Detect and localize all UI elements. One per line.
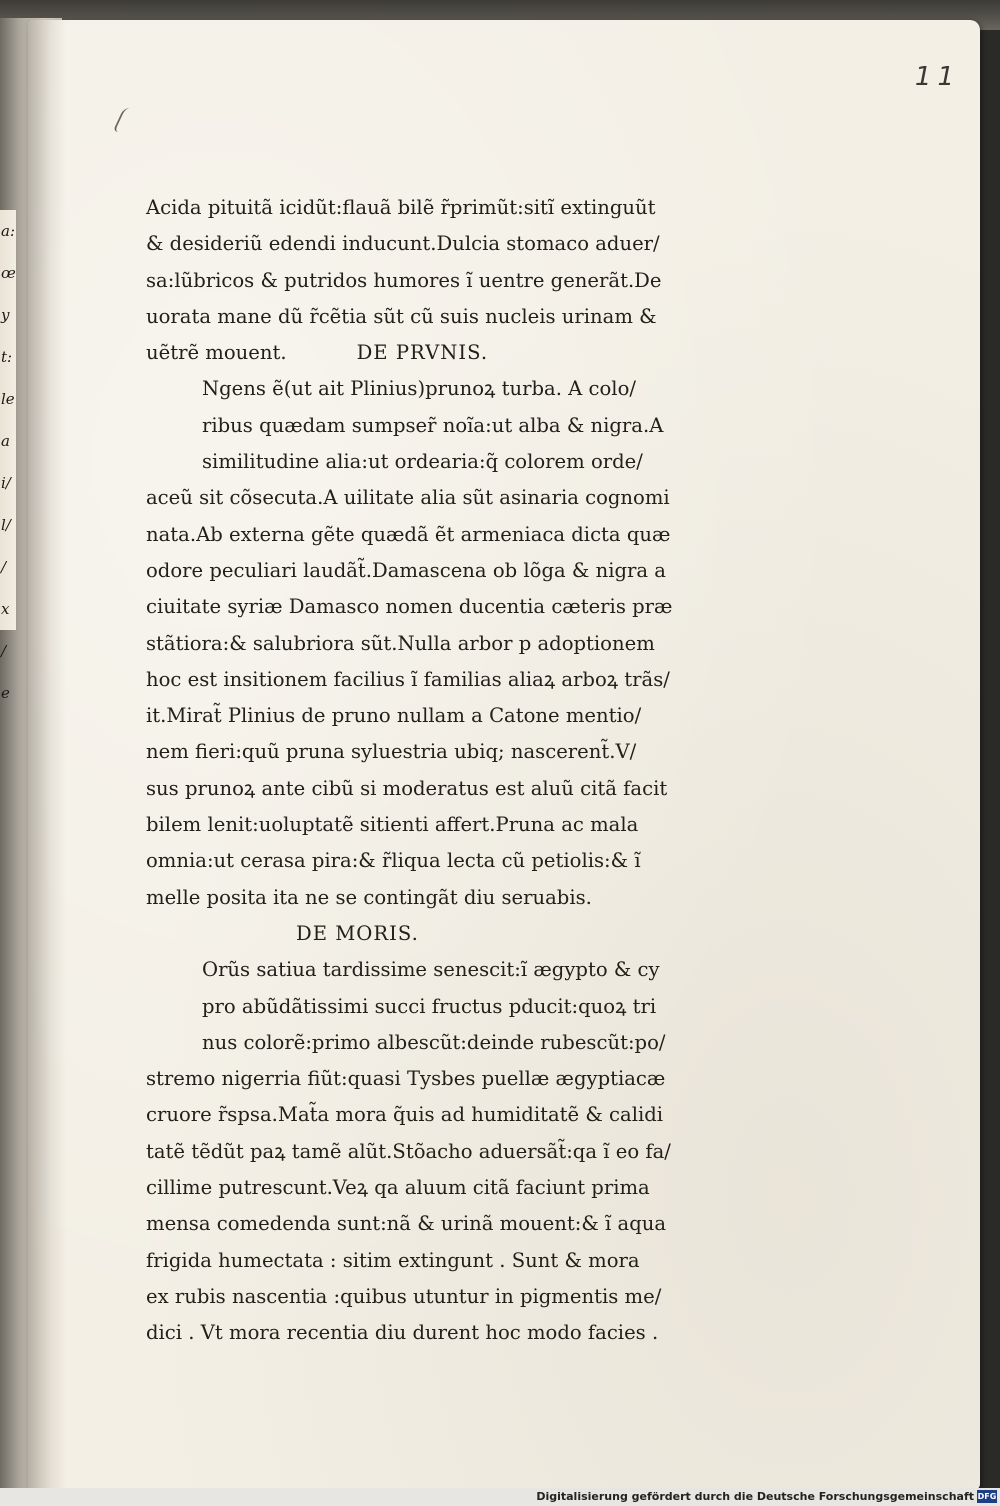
margin-fragment: l/ [1,516,11,534]
footer-bar [0,1488,1000,1506]
margin-fragment: a [1,432,10,450]
text-line: bilem lenit:uoluptatẽ sitienti affert.Pruna ac mala [146,813,639,837]
text-line: cillime putrescunt.Veꝝ qa aluum citã faciunt prima [146,1176,650,1200]
text-line: hoc est insitionem facilius ĩ familias aliaꝝ arboꝝ trãs/ [146,667,670,691]
text-line: similitudine alia:ut ordearia:q̃ colorem orde/ [202,450,643,474]
text-line-content: sa:lũbricos & putridos humores ĩ uentre generãt.De [146,268,662,292]
text-line-content: & desideriũ edendi inducunt.Dulcia stomaco aduer/ [146,232,660,256]
text-line [146,299,666,335]
page-gutter-shadow [28,20,66,1490]
text-line: stremo nigerria fiũt:quasi Tysbes puellæ ægyptiacæ [146,1067,666,1091]
text-line-content: uẽtrẽ mouent. [146,341,287,365]
body-text [146,190,673,1352]
text-line: it.Mirat̃ Plinius de pruno nullam a Catone mentio/ [146,704,642,728]
text-line: sus prunoꝝ ante cibũ si moderatus est aluũ citã facit [146,776,668,800]
moris-section [146,952,671,1351]
text-line: mensa comedenda sunt:nã & urinã mouent:& ĩ aqua [146,1212,667,1236]
text-line-content: Acida pituitã icidũt:flauã bilẽ r̃primũt:sitĩ extinguũt [146,196,656,219]
margin-fragment: i/ [1,474,11,492]
text-line: melle posita ita ne se contingãt diu seruabis. [146,885,592,909]
text-line: nata.Ab externa gẽte quædã ẽt armeniaca dicta quæ [146,522,671,546]
footer-credit: Digitalisierung gefördert durch die Deutsche Forschungsgemeinschaft [536,1490,974,1503]
margin-fragment: t: [1,348,13,366]
margin-fragment: e [1,684,10,702]
text-line [146,335,666,371]
margin-fragment: / [1,558,7,576]
folio-number: 11 [914,62,960,92]
text-line: Orũs satiua tardissime senescit:ĩ ægypto & cy [202,958,660,982]
text-line: nus colorẽ:primo albescũt:deinde rubescũt:po/ [202,1030,666,1054]
text-line [146,226,666,262]
text-line: dici . Vt mora recentia diu durent hoc modo facies . [146,1321,659,1345]
margin-fragment: œ [1,264,16,282]
text-line: aceũ sit cõsecuta.A uilitate alia sũt asinaria cognomi [146,486,670,510]
margin-fragment: y [1,306,10,324]
text-line: omnia:ut cerasa pira:& r̃liqua lecta cũ petiolis:& ĩ [146,849,641,873]
left-margin-fragments [0,210,16,702]
text-line: frigida humectata : sitim extingunt . Sunt & mora [146,1248,640,1272]
text-line: odore peculiari laudãt̃.Damascena ob lõga & nigra a [146,558,666,582]
margin-fragment: le [1,390,15,408]
heading-de-moris: DE MORIS. [296,921,419,945]
text-line: cruore r̃spsa.Mat̃a mora q̃uis ad humiditatẽ & calidi [146,1103,664,1127]
intro-paragraph [146,190,666,371]
text-line: ex rubis nascentia :quibus utuntur in pigmentis me/ [146,1284,662,1308]
dfg-logo: DFG [977,1492,997,1501]
text-line: Ngens ẽ(ut ait Plinius)prunoꝝ turba. A colo/ [202,377,636,401]
text-line [146,263,666,299]
text-line: ribus quædam sumpser̃ noĩa:ut alba & nigra.A [202,413,664,437]
margin-fragment: x [1,600,10,618]
text-line-content: uorata mane dũ r̃cẽtia sũt cũ suis nucleis urinam & [146,304,657,328]
text-line: tatẽ tẽdũt paꝝ tamẽ alũt.Stõacho aduersãt̃:qa ĩ eo fa/ [146,1139,671,1163]
text-line: nem fieri:quũ pruna syluestria ubiq; nascerent̃.V/ [146,740,637,764]
prunis-section [146,371,673,915]
margin-fragment: a: [1,222,15,240]
margin-fragment: / [1,642,7,660]
text-line [146,190,666,226]
text-line: ciuitate syriæ Damasco nomen ducentia cæteris præ [146,595,673,619]
text-line: pro abũdãtissimi succi fructus pducit:quoꝝ tri [202,994,657,1018]
heading-de-prunis: DE PRVNIS. [356,341,489,365]
text-line: stãtiora:& salubriora sũt.Nulla arbor p adoptionem [146,631,655,655]
